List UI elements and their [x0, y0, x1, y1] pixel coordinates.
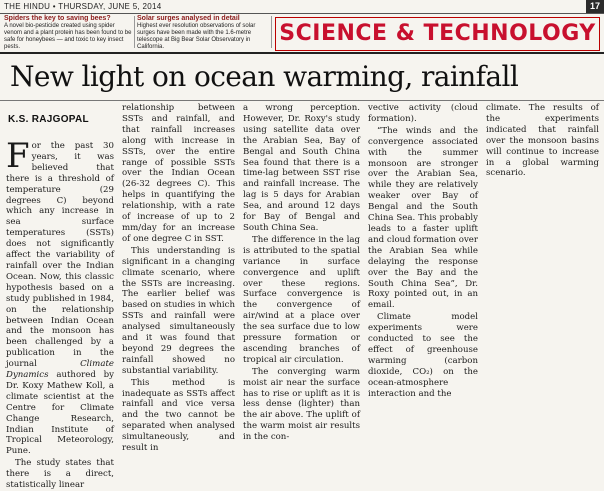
paragraph: a wrong perception. However, Dr. Roxy's study using satellite data over the Arabian Sea, Bay of Bengal and South China Sea found that there is a time-lag between SST rise and rainfall increase. The lag is 5 days for Arabian Sea, and around 12 days for Bay of Bengal and South China Sea. — [243, 103, 360, 233]
drop-cap: F — [6, 136, 30, 176]
article-headline: New light on ocean warming, rainfall — [10, 60, 519, 93]
byline: K.S. RAJGOPAL — [8, 114, 89, 125]
paragraph: vective activity (cloud formation). — [368, 103, 478, 124]
article-column-5 — [486, 103, 599, 426]
masthead: THE HINDU • THURSDAY, JUNE 5, 2014 — [4, 2, 162, 11]
paragraph: The study states that there is a direct, statistically linear — [6, 458, 114, 491]
article-column-3 — [243, 103, 360, 443]
paragraph: “The winds and the convergence associated with the summer monsoon are stronger over the Arabian Sea, while they are relatively weaker over Bay of Bengal and the South China Sea. This probably leads to a faster uplift and cloud formation over the Arabian Sea while delaying the response over the Bay and the South China Sea”, Dr. Roxy pointed out, in an email. — [368, 125, 478, 311]
section-title: SCIENCE & TECHNOLOGY — [275, 17, 600, 51]
article-column-4 — [368, 103, 478, 426]
paragraph-text: or the past 30 years, it was believed that there is a threshold of temperature (29 degrees C) beyond which any increase in sea surface temperatures (SSTs) does not significantly affect the variability of rainfall over the Indian Ocean. Now, this classic hypothesis based on a study published in 1984, on the relationship between Indian Ocean and the monsoon has been challenged by a publication in the journal — [6, 141, 114, 370]
teaser-headline: Spiders the key to saving bees? — [4, 15, 111, 22]
teaser-body: A novel bio-pesticide created using spider venom and a plant protein has been found to be safe for honeybees — and toxic to key insect pests. — [4, 23, 132, 50]
teaser-solar[interactable] — [137, 15, 269, 49]
article-column-2 — [122, 103, 235, 454]
teaser-headline: Solar surges analysed in detail — [137, 15, 240, 22]
paragraph: This method is inadequate as SSTs affect rainfall and vice versa and the two cannot be separated when analysed simultaneously, and result in — [122, 377, 235, 454]
column-divider — [134, 16, 135, 48]
paragraph: The difference in the lag is attributed to the spatial variance in surface convergence and uplift over these regions. Surface convergence is the convergence of air/wind at a place over the sea surface due to low pressure formation or ascending branches of tropical air circulation. — [243, 234, 360, 365]
paragraph: Climate model experiments were conducted to see the effect of greenhouse warming (carbon dioxide, CO₂) on the ocean-atmosphere interaction and the — [368, 312, 478, 399]
article-column-1 — [6, 136, 114, 491]
teaser-spiders[interactable] — [4, 15, 132, 49]
journal-name: Climate Dynamics — [6, 359, 114, 381]
headline-rule — [0, 100, 604, 101]
paragraph-text: authored by Dr. Koxy Mathew Koll, a climate scientist at the Centre for Climate Change Research, Indian Institute of Tropical Meteorology, Pune. — [6, 370, 114, 457]
paragraph: climate. The results of the experiments indicated that rainfall over the monsoon basins will continue to increase in a global warming scenario. — [486, 103, 599, 179]
headline-rule — [0, 52, 604, 54]
paragraph: This understanding is significant in a changing climate scenario, where the SSTs are increasing. The earlier belief was based on studies in which SSTs and rainfall were analysed simultaneously and it was found that beyond 29 degrees the rainfall showed no substantial variability. — [122, 245, 235, 376]
paragraph: relationship between SSTs and rainfall, and that rainfall increases along with increase in SSTs, over the entire range of possible SSTs over the Indian Ocean (26-32 degrees C). This helps in quantifying the relationship, with a rate of increase of up to 2 mm/day for an increase of one degree C in SST. — [122, 103, 235, 244]
page-number: 17 — [586, 0, 604, 13]
teaser-body: Highest ever resolution observations of solar surges have been made with the 1.6-metre telescope at Big Bear Solar Observatory in California. — [137, 23, 256, 50]
column-divider — [271, 16, 272, 48]
paragraph — [6, 136, 114, 457]
paragraph: The converging warm moist air near the surface has to rise or uplift as it is less dense (lighter) than the air above. The uplift of the warm moist air results in the con- — [243, 366, 360, 443]
